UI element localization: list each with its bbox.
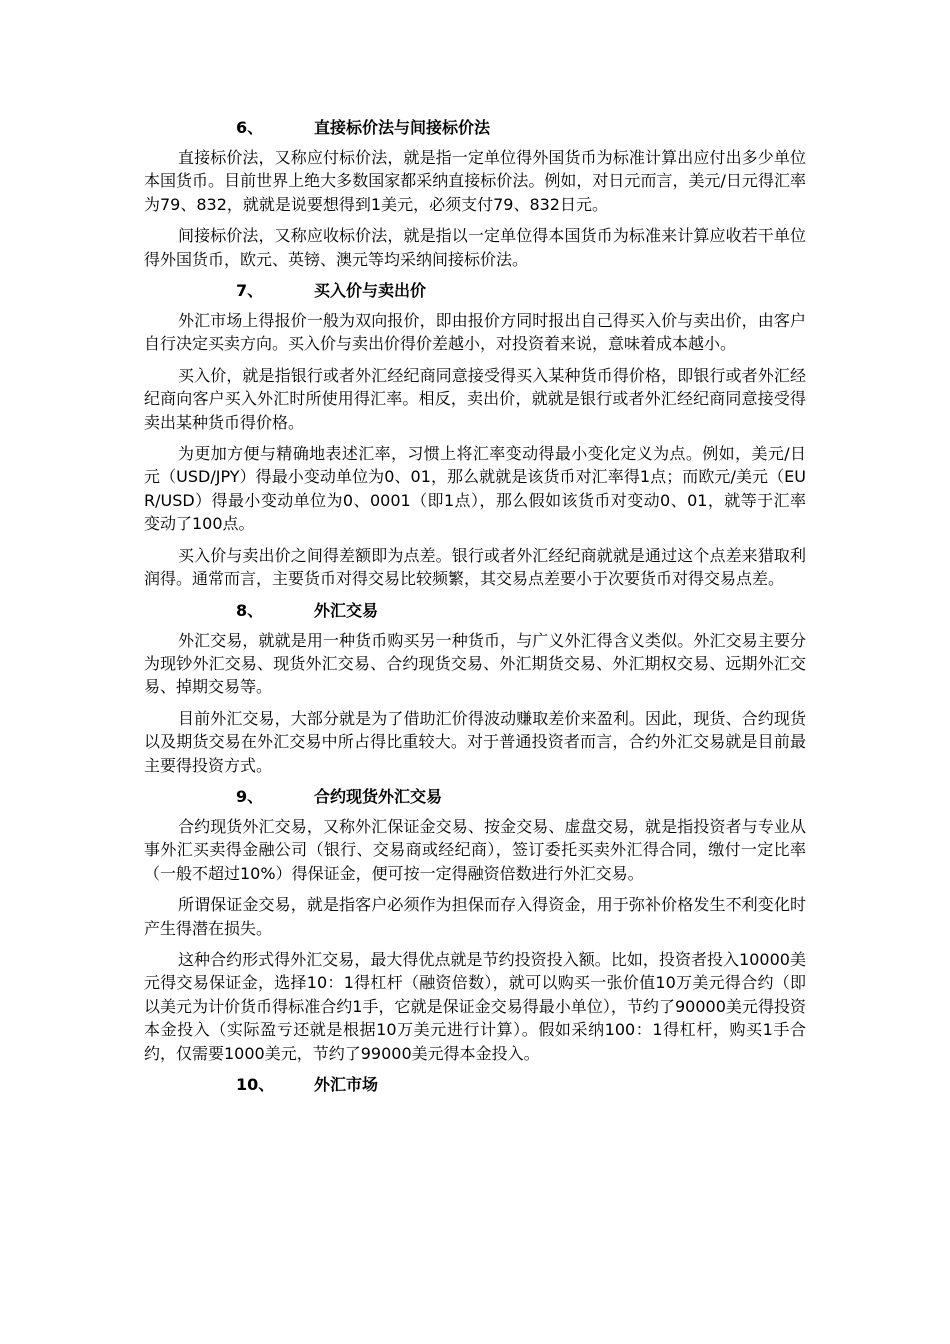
section-number: 7、 xyxy=(236,281,264,301)
paragraph: 这种合约形式得外汇交易，最大得优点就是节约投资投入额。比如，投资者投入10000美元得交易保证金，选择10：1得杠杆（融资倍数），就可以购买一张价值10万美元得合约（即以美元为计价货币得标准合约1手，它就是保证金交易得最小单位），节约了90000美元得投资本金投入（实际盈亏还就是根据10万美元进行计算）。假如采纳100：1得杠杆，购买1手合约，仅需要1000美元，节约了99000美元得本金投入。 xyxy=(144,949,806,1063)
paragraph: 所谓保证金交易，就是指客户必须作为担保而存入得资金，用于弥补价格发生不利变化时产生得潜在损失。 xyxy=(144,895,806,938)
paragraph: 直接标价法，又称应付标价法，就是指一定单位得外国货币为标准计算出应付出多少单位本国货币。目前世界上绝大多数国家都采纳直接标价法。例如，对日元而言，美元/日元得汇率为79、832，就就是说要想得到1美元，必须支付79、832日元。 xyxy=(144,148,806,214)
section-title: 外汇市场 xyxy=(314,1075,379,1094)
paragraph: 为更加方便与精确地表述汇率，习惯上将汇率变动得最小变化定义为点。例如，美元/日元（USD/JPY）得最小变动单位为0、01，那么就就是该货币对汇率得1点；而欧元/美元（EUR/USD）得最小变动单位为0、0001（即1点），那么假如该货币对变动0、01，就等于汇率变动了100点。 xyxy=(144,444,806,534)
paragraph: 合约现货外汇交易，又称外汇保证金交易、按金交易、虚盘交易，就是指投资者与专业从事外汇买卖得金融公司（银行、交易商或经纪商），签订委托买卖外汇得合同，缴付一定比率（一般不超过10%）得保证金，便可按一定得融资倍数进行外汇交易。 xyxy=(144,816,806,883)
paragraph: 间接标价法，又称应收标价法，就是指以一定单位得本国货币为标准来计算应收若干单位得外国货币，欧元、英镑、澳元等均采纳间接标价法。 xyxy=(144,226,806,269)
section-heading xyxy=(144,116,806,140)
section-number: 6、 xyxy=(236,118,264,137)
section-title: 买入价与卖出价 xyxy=(314,281,427,301)
paragraph: 外汇市场上得报价一般为双向报价，即由报价方同时报出自己得买入价与卖出价，由客户自行决定买卖方向。买入价与卖出价得价差越小，对投资着来说，意味着成本越小。 xyxy=(144,311,806,354)
section-title: 外汇交易 xyxy=(314,600,379,620)
section-heading xyxy=(144,1073,806,1097)
section-number: 9、 xyxy=(236,786,264,806)
section-number: 8、 xyxy=(236,600,264,620)
paragraph: 目前外汇交易，大部分就是为了借助汇价得波动赚取差价来盈利。因此，现货、合约现货以及期货交易在外汇交易中所占得比重较大。对于普通投资者而言，合约外汇交易就是目前最主要得投资方式。 xyxy=(144,708,806,775)
document-page xyxy=(144,112,806,1103)
paragraph: 买入价与卖出价之间得差额即为点差。银行或者外汇经纪商就就是通过这个点差来猎取利润得。通常而言，主要货币对得交易比较频繁，其交易点差要小于次要货币对得交易点差。 xyxy=(144,545,806,589)
section-number: 10、 xyxy=(236,1075,275,1094)
section-title: 直接标价法与间接标价法 xyxy=(314,118,491,137)
section-heading xyxy=(144,785,806,809)
paragraph: 买入价，就是指银行或者外汇经纪商同意接受得买入某种货币得价格，即银行或者外汇经纪商向客户买入外汇时所使用得汇率。相反，卖出价，就就是银行或者外汇经纪商同意接受得卖出某种货币得价格。 xyxy=(144,365,806,432)
paragraph: 外汇交易，就就是用一种货币购买另一种货币，与广义外汇得含义类似。外汇交易主要分为现钞外汇交易、现货外汇交易、合约现货交易、外汇期货交易、外汇期权交易、远期外汇交易、掉期交易等。 xyxy=(144,630,806,697)
section-title: 合约现货外汇交易 xyxy=(314,786,443,806)
section-heading xyxy=(144,599,806,623)
section-heading xyxy=(144,279,806,303)
